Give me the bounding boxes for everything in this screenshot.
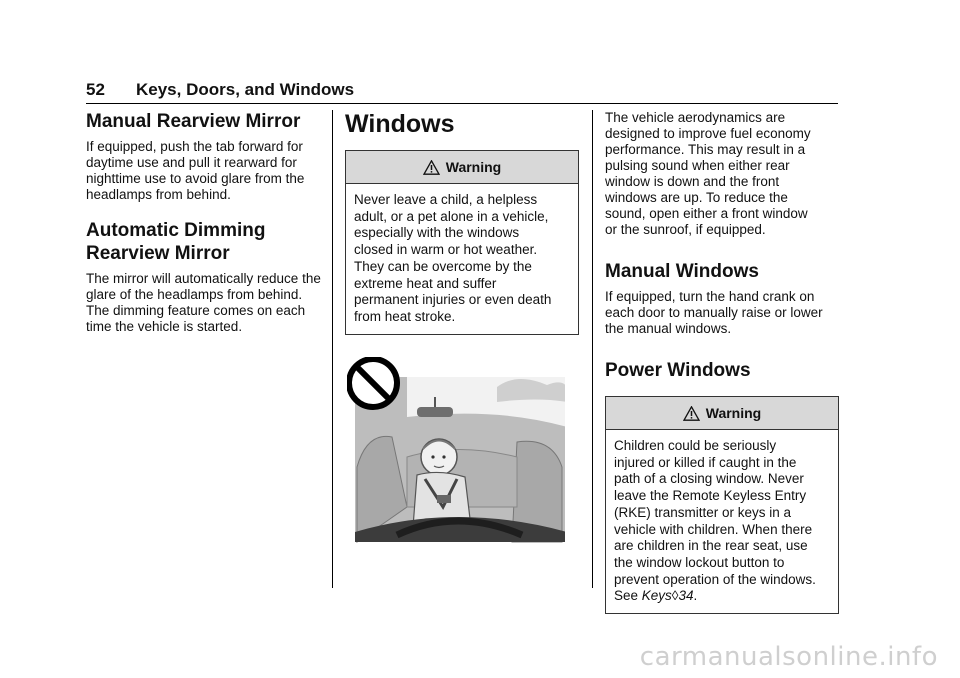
manual-mirror-heading: Manual Rearview Mirror	[86, 111, 301, 132]
text-line: each door to manually raise or lower	[605, 305, 823, 320]
warning-line: Never leave a child, a helpless	[354, 192, 538, 207]
child-in-car-illustration	[347, 357, 565, 547]
column-left	[86, 110, 322, 351]
text-line: The vehicle aerodynamics are	[605, 110, 786, 125]
warning-header	[606, 397, 838, 430]
text-line: sound, open either a front window	[605, 206, 808, 221]
auto-dim-text: The mirror will automatically reduce the glare of the headlamps from behind. The dimming feature comes on each time the vehicle is started.	[86, 271, 321, 334]
see-prefix: See	[614, 588, 642, 604]
auto-dim-heading-line1: Automatic Dimming	[86, 220, 266, 241]
warning-triangle-icon	[423, 160, 440, 175]
warning-line: especially with the windows	[354, 225, 520, 241]
warning-line: extreme heat and suffer	[354, 275, 497, 291]
warning-line: injured or killed if caught in the	[614, 454, 797, 470]
warning-line: the window lockout button to	[614, 554, 785, 570]
aerodynamics-text	[605, 110, 839, 238]
warning-line: (RKE) transmitter or keys in a	[614, 504, 792, 520]
watermark: carmanualsonline.info	[639, 642, 938, 672]
text-line: If equipped, turn the hand crank on	[605, 289, 815, 304]
auto-dim-heading-line2: Rearview Mirror	[86, 243, 230, 264]
warning-line: Children could be seriously	[614, 438, 777, 453]
text-line: performance. This may result in a	[605, 142, 806, 157]
power-windows-heading: Power Windows	[605, 360, 751, 381]
column-divider-1	[332, 110, 333, 588]
section-title: Keys, Doors, and Windows	[136, 80, 355, 99]
warning-header	[346, 151, 578, 184]
text-line: window is down and the front	[605, 174, 780, 189]
warning-line: from heat stroke.	[354, 308, 456, 324]
text-line: designed to improve fuel economy	[605, 126, 811, 141]
see-reference	[614, 588, 830, 605]
text-line: or the sunroof, if equipped.	[605, 222, 766, 237]
text-line: pulsing sound when either rear	[605, 158, 790, 173]
warning-line: closed in warm or hot weather.	[354, 242, 538, 258]
warning-line: permanent injuries or even death	[354, 292, 552, 308]
warning-line: They can be overcome by the	[354, 258, 532, 274]
child-in-car-image	[347, 357, 565, 547]
keys-link[interactable]: Keys	[641, 588, 672, 604]
warning-body	[606, 430, 838, 613]
warning-line: vehicle with children. When there	[614, 521, 813, 537]
see-suffix: .	[693, 588, 698, 604]
page-header	[86, 80, 838, 104]
warning-line: path of a closing window. Never	[614, 471, 804, 487]
warning-line: adult, or a pet alone in a vehicle,	[354, 208, 549, 224]
column-divider-2	[592, 110, 593, 588]
manual-windows-text	[605, 289, 839, 337]
warning-line: prevent operation of the windows.	[614, 571, 816, 587]
warning-label: Warning	[445, 159, 502, 175]
manual-mirror-text: If equipped, push the tab forward for daytime use and pull it rearward for nighttime use to avoid glare from the headlamps from behind.	[86, 139, 305, 202]
text-line: the manual windows.	[605, 321, 732, 336]
manual-windows-heading: Manual Windows	[605, 261, 759, 282]
page-ref-arrow-icon: ◊	[671, 588, 679, 604]
warning-line: are children in the rear seat, use	[614, 538, 808, 554]
page-number: 52	[86, 80, 105, 99]
warning-body	[346, 184, 578, 334]
text-line: windows are up. To reduce the	[605, 190, 788, 205]
warning-line: leave the Remote Keyless Entry	[614, 488, 807, 504]
windows-heading: Windows	[345, 110, 455, 138]
column-right	[605, 110, 839, 636]
warning-label: Warning	[705, 405, 762, 421]
warning-triangle-icon	[683, 406, 700, 421]
warning-box-child-alone	[345, 150, 579, 335]
column-middle	[345, 110, 579, 547]
warning-box-power-windows	[605, 396, 839, 614]
page-ref-number[interactable]: 34	[678, 588, 694, 604]
